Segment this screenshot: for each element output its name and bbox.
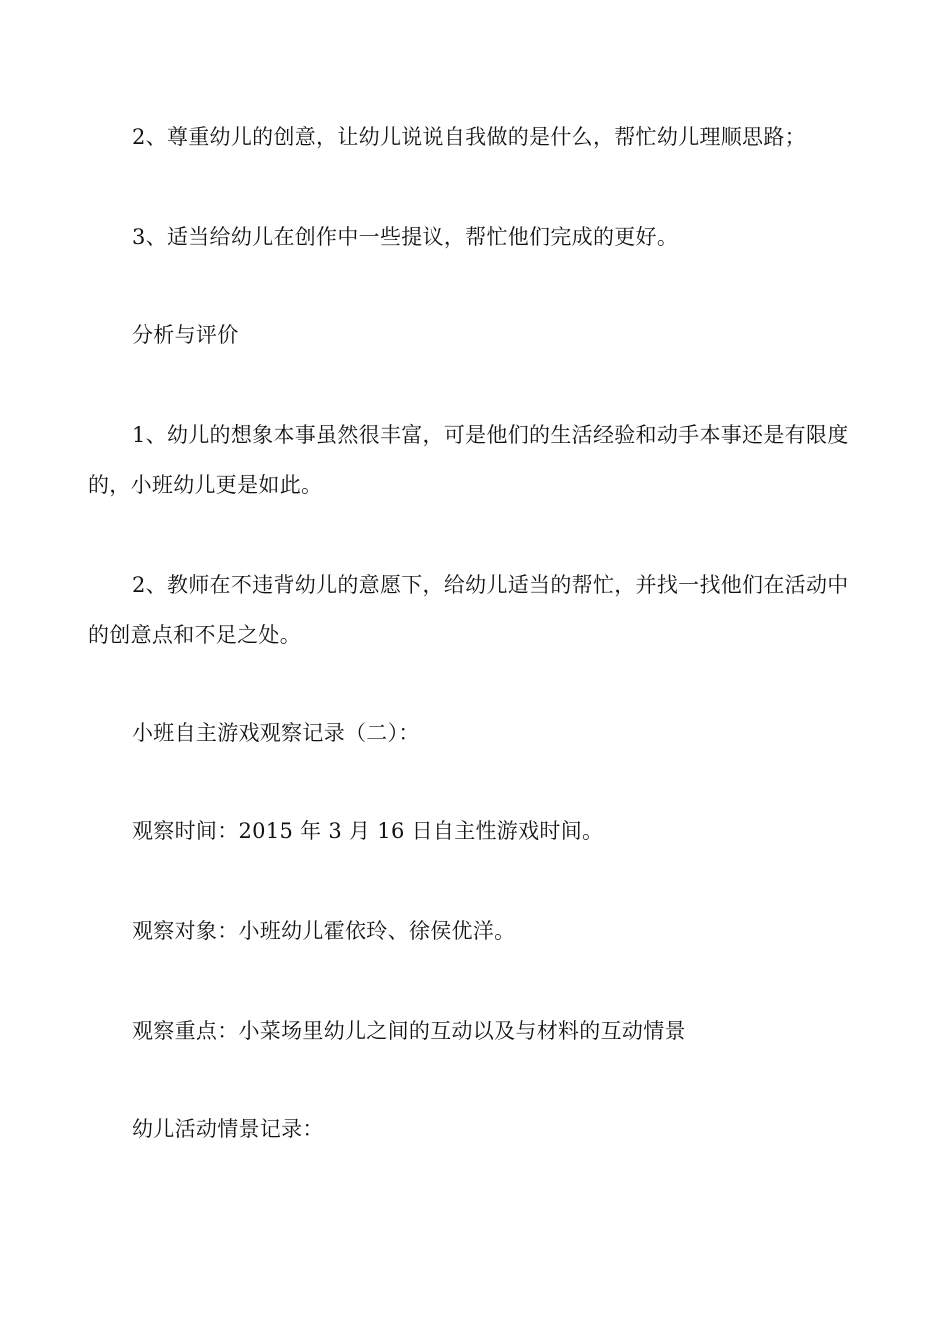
paragraph-teacher-help: 2、教师在不违背幼儿的意愿下，给幼儿适当的帮忙，并找一找他们在活动中的创意点和不足之处。: [88, 573, 849, 647]
paragraph-give-suggestions: 3、适当给幼儿在创作中一些提议，帮忙他们完成的更好。: [132, 225, 679, 249]
section-heading-record-two: 小班自主游戏观察记录（二）：: [132, 721, 420, 745]
paragraph-imagination: 1、幼儿的想象本事虽然很丰富，可是他们的生活经验和动手本事还是有限度的，小班幼儿更是如此。: [88, 423, 849, 497]
paragraph-observation-focus: 观察重点：小菜场里幼儿之间的互动以及与材料的互动情景: [132, 1019, 686, 1043]
paragraph-activity-record: 幼儿活动情景记录：: [132, 1117, 324, 1141]
paragraph-observation-time: 观察时间：2015 年 3 月 16 日自主性游戏时间。: [132, 819, 604, 843]
section-heading-analysis: 分析与评价: [132, 323, 239, 347]
paragraph-observation-subject: 观察对象：小班幼儿霍依玲、徐侯优洋。: [132, 919, 516, 943]
paragraph-respect-creativity: 2、尊重幼儿的创意，让幼儿说说自我做的是什么，帮忙幼儿理顺思路；: [132, 125, 806, 149]
